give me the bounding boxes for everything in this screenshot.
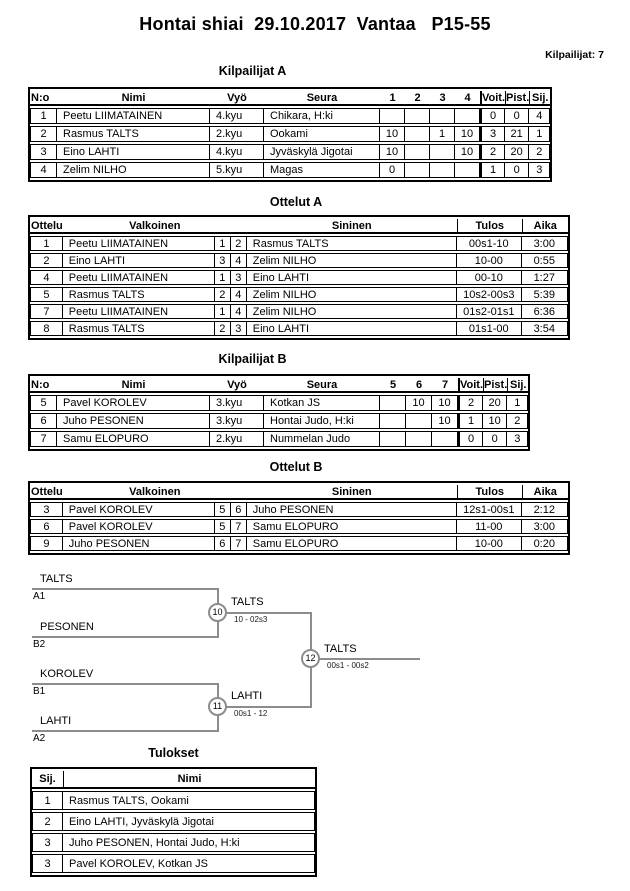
col-place: Sij. xyxy=(32,771,63,789)
bracket-entrant-name: LAHTI xyxy=(40,715,72,727)
competitor-belt: 3.kyu xyxy=(210,413,264,429)
points: 0 xyxy=(483,431,507,447)
col-points: Pist. xyxy=(505,91,529,106)
col-blue: Sininen xyxy=(247,485,457,500)
col-game-1: 1 xyxy=(380,91,405,106)
white-number: 5 xyxy=(215,502,231,517)
competitor-number: 2 xyxy=(30,126,57,142)
bracket-entrant-name: TALTS xyxy=(40,573,73,585)
competitor-belt: 3.kyu xyxy=(210,395,264,411)
col-wins: Voit. xyxy=(458,378,483,393)
competitor: Juho PESONEN, Hontai Judo, H:ki xyxy=(63,833,315,852)
game-score xyxy=(405,162,430,178)
col-time: Aika xyxy=(522,485,568,500)
match-number: 9 xyxy=(30,536,63,551)
game-score xyxy=(380,395,406,411)
header-row xyxy=(30,485,568,500)
game-score xyxy=(430,162,455,178)
col-wins: Voit. xyxy=(480,91,505,106)
place: 2 xyxy=(507,413,528,429)
col-match: Ottelu xyxy=(30,219,63,234)
competitor-name: Peetu LIIMATAINEN xyxy=(57,108,210,124)
page-title: Hontai shiai 29.10.2017 Vantaa P15-55 xyxy=(139,14,491,34)
table-row xyxy=(30,287,568,302)
competitor-number: 6 xyxy=(30,413,57,429)
place: 1 xyxy=(529,126,550,142)
section-heading-pool-a: Kilpailijat A xyxy=(218,64,287,78)
white-name: Peetu LIIMATAINEN xyxy=(63,236,215,251)
competitor-name: Pavel KOROLEV xyxy=(57,395,210,411)
table-row xyxy=(30,502,568,517)
bracket-score: 10 - 02s3 xyxy=(234,615,268,624)
game-score: 10 xyxy=(455,144,480,160)
competitor-club: Chikara, H:ki xyxy=(264,108,380,124)
pool-a-table xyxy=(28,87,552,182)
blue-number: 7 xyxy=(231,519,247,534)
game-score xyxy=(405,108,430,124)
points: 0 xyxy=(505,108,529,124)
table-row xyxy=(30,413,528,429)
bracket-winner-name: LAHTI xyxy=(231,690,263,702)
col-game-7: 7 xyxy=(432,378,458,393)
competitor: Pavel KOROLEV, Kotkan JS xyxy=(63,854,315,873)
time: 3:00 xyxy=(522,236,568,251)
blue-number: 7 xyxy=(231,536,247,551)
white-name: Peetu LIIMATAINEN xyxy=(63,270,215,285)
bracket-line xyxy=(32,636,219,638)
blue-number: 4 xyxy=(231,287,247,302)
blue-number: 3 xyxy=(231,270,247,285)
wins: 1 xyxy=(480,162,505,178)
header-row xyxy=(30,91,550,106)
col-club: Seura xyxy=(264,91,380,106)
col-result: Tulos xyxy=(457,485,522,500)
section-heading-results: Tulokset xyxy=(148,746,199,760)
competitor-club: Ookami xyxy=(264,126,380,142)
table-row xyxy=(30,519,568,534)
result: 10-00 xyxy=(457,253,522,268)
col-name: Nimi xyxy=(63,771,315,789)
section-heading-matches-b: Ottelut B xyxy=(269,460,323,474)
white-name: Pavel KOROLEV xyxy=(63,519,215,534)
table-row xyxy=(32,854,315,873)
competitor-belt: 5.kyu xyxy=(210,162,264,178)
table-row xyxy=(30,304,568,319)
blue-name: Zelim NILHO xyxy=(247,287,457,302)
game-score xyxy=(406,413,432,429)
result: 10-00 xyxy=(457,536,522,551)
bracket-line xyxy=(219,612,312,614)
table-row xyxy=(30,536,568,551)
result: 01s1-00 xyxy=(457,321,522,336)
col-no: N:o xyxy=(30,91,57,106)
bracket-line xyxy=(32,588,219,590)
competitor-number: 7 xyxy=(30,431,57,447)
match-number-badge: 11 xyxy=(208,697,227,716)
competitor-name: Rasmus TALTS xyxy=(57,126,210,142)
bracket-seed: A1 xyxy=(33,591,46,602)
blue-number: 4 xyxy=(231,304,247,319)
table-row xyxy=(30,431,528,447)
blue-name: Rasmus TALTS xyxy=(247,236,457,251)
time: 0:55 xyxy=(522,253,568,268)
table-row xyxy=(32,812,315,831)
white-number: 5 xyxy=(215,519,231,534)
time: 3:00 xyxy=(522,519,568,534)
white-number: 1 xyxy=(215,304,231,319)
game-score xyxy=(405,144,430,160)
result: 01s2-01s1 xyxy=(457,304,522,319)
competitor-belt: 2.kyu xyxy=(210,126,264,142)
bracket-seed: B2 xyxy=(33,639,46,650)
col-club: Seura xyxy=(264,378,380,393)
competitor-number: 4 xyxy=(30,162,57,178)
competitor-belt: 4.kyu xyxy=(210,108,264,124)
col-place: Sij. xyxy=(507,378,528,393)
game-score: 10 xyxy=(432,395,458,411)
game-score xyxy=(455,162,480,178)
results-table xyxy=(30,767,317,877)
col-white: Valkoinen xyxy=(63,485,247,500)
points: 20 xyxy=(505,144,529,160)
section-heading-pool-b: Kilpailijat B xyxy=(218,352,287,366)
game-score: 10 xyxy=(455,126,480,142)
game-score xyxy=(405,126,430,142)
time: 3:54 xyxy=(522,321,568,336)
col-game-4: 4 xyxy=(455,91,480,106)
competitor-club: Hontai Judo, H:ki xyxy=(264,413,380,429)
table-row xyxy=(30,253,568,268)
bracket-line xyxy=(32,683,219,685)
blue-number: 2 xyxy=(231,236,247,251)
competitor-name: Eino LAHTI xyxy=(57,144,210,160)
col-time: Aika xyxy=(522,219,568,234)
result: 10s2-00s3 xyxy=(457,287,522,302)
bracket-seed: A2 xyxy=(33,733,46,744)
game-score xyxy=(455,108,480,124)
col-game-3: 3 xyxy=(430,91,455,106)
competitor-name: Samu ELOPURO xyxy=(57,431,210,447)
wins: 3 xyxy=(480,126,505,142)
white-name: Rasmus TALTS xyxy=(63,287,215,302)
bracket-entrant-name: PESONEN xyxy=(40,621,94,633)
col-blue: Sininen xyxy=(247,219,457,234)
white-name: Juho PESONEN xyxy=(63,536,215,551)
competitor-club: Jyväskylä Jigotai xyxy=(264,144,380,160)
bracket-line xyxy=(311,658,420,660)
game-score xyxy=(432,431,458,447)
competitor-number: 5 xyxy=(30,395,57,411)
bracket-entrant-name: KOROLEV xyxy=(40,668,94,680)
header-row xyxy=(32,771,315,789)
competitor-number: 3 xyxy=(30,144,57,160)
blue-number: 6 xyxy=(231,502,247,517)
bracket-score: 00s1 - 12 xyxy=(234,709,268,718)
match-number: 2 xyxy=(30,253,63,268)
white-number: 2 xyxy=(215,287,231,302)
blue-name: Zelim NILHO xyxy=(247,253,457,268)
match-number: 7 xyxy=(30,304,63,319)
time: 2:12 xyxy=(522,502,568,517)
match-number-badge: 12 xyxy=(301,649,320,668)
place: 1 xyxy=(507,395,528,411)
white-number: 2 xyxy=(215,321,231,336)
blue-name: Zelim NILHO xyxy=(247,304,457,319)
header-row xyxy=(30,219,568,234)
white-number: 6 xyxy=(215,536,231,551)
match-number: 6 xyxy=(30,519,63,534)
white-number: 1 xyxy=(215,236,231,251)
col-game-5: 5 xyxy=(380,378,406,393)
blue-name: Eino LAHTI xyxy=(247,321,457,336)
competitor: Rasmus TALTS, Ookami xyxy=(63,791,315,810)
game-score: 1 xyxy=(430,126,455,142)
white-name: Peetu LIIMATAINEN xyxy=(63,304,215,319)
table-row xyxy=(30,162,550,178)
bracket-winner-name: TALTS xyxy=(231,596,264,608)
points: 21 xyxy=(505,126,529,142)
place: 2 xyxy=(32,812,63,831)
competitor-club: Kotkan JS xyxy=(264,395,380,411)
result: 00-10 xyxy=(457,270,522,285)
time: 0:20 xyxy=(522,536,568,551)
game-score: 10 xyxy=(380,126,405,142)
white-name: Eino LAHTI xyxy=(63,253,215,268)
game-score: 10 xyxy=(406,395,432,411)
result: 11-00 xyxy=(457,519,522,534)
competitor-club: Nummelan Judo xyxy=(264,431,380,447)
match-number: 1 xyxy=(30,236,63,251)
col-name: Nimi xyxy=(57,91,210,106)
wins: 0 xyxy=(480,108,505,124)
header-row xyxy=(30,378,528,393)
match-number: 4 xyxy=(30,270,63,285)
section-heading-matches-a: Ottelut A xyxy=(269,195,323,209)
result: 12s1-00s1 xyxy=(457,502,522,517)
blue-number: 3 xyxy=(231,321,247,336)
competitor-name: Juho PESONEN xyxy=(57,413,210,429)
blue-number: 4 xyxy=(231,253,247,268)
col-result: Tulos xyxy=(457,219,522,234)
competitor-belt: 4.kyu xyxy=(210,144,264,160)
points: 10 xyxy=(483,413,507,429)
place: 4 xyxy=(529,108,550,124)
white-number: 1 xyxy=(215,270,231,285)
col-place: Sij. xyxy=(529,91,550,106)
match-number: 8 xyxy=(30,321,63,336)
bracket-winner-name: TALTS xyxy=(324,643,357,655)
wins: 1 xyxy=(458,413,483,429)
table-row xyxy=(30,126,550,142)
white-name: Rasmus TALTS xyxy=(63,321,215,336)
wins: 2 xyxy=(458,395,483,411)
place: 3 xyxy=(32,833,63,852)
game-score: 10 xyxy=(380,144,405,160)
competitor-number: 1 xyxy=(30,108,57,124)
game-score xyxy=(380,108,405,124)
game-score xyxy=(430,108,455,124)
table-row xyxy=(30,321,568,336)
blue-name: Juho PESONEN xyxy=(247,502,457,517)
col-belt: Vyö xyxy=(210,91,264,106)
competitor-belt: 2.kyu xyxy=(210,431,264,447)
table-row xyxy=(30,108,550,124)
game-score xyxy=(380,413,406,429)
place: 3 xyxy=(529,162,550,178)
game-score xyxy=(380,431,406,447)
blue-name: Eino LAHTI xyxy=(247,270,457,285)
points: 20 xyxy=(483,395,507,411)
match-number: 5 xyxy=(30,287,63,302)
competitors-count: Kilpailijat: 7 xyxy=(545,49,604,61)
game-score: 10 xyxy=(432,413,458,429)
white-number: 3 xyxy=(215,253,231,268)
col-no: N:o xyxy=(30,378,57,393)
competitor-name: Zelim NILHO xyxy=(57,162,210,178)
table-row xyxy=(30,270,568,285)
white-name: Pavel KOROLEV xyxy=(63,502,215,517)
match-number: 3 xyxy=(30,502,63,517)
bracket-line xyxy=(32,730,219,732)
table-row xyxy=(32,833,315,852)
bracket-score: 00s1 - 00s2 xyxy=(327,661,369,670)
col-name: Nimi xyxy=(57,378,210,393)
game-score xyxy=(430,144,455,160)
col-belt: Vyö xyxy=(210,378,264,393)
table-row xyxy=(30,236,568,251)
matches-a-table xyxy=(28,215,570,340)
blue-name: Samu ELOPURO xyxy=(247,519,457,534)
col-match: Ottelu xyxy=(30,485,63,500)
table-row xyxy=(30,144,550,160)
points: 0 xyxy=(505,162,529,178)
competitor-club: Magas xyxy=(264,162,380,178)
bracket-line xyxy=(219,706,312,708)
col-game-2: 2 xyxy=(405,91,430,106)
table-row xyxy=(32,791,315,810)
place: 1 xyxy=(32,791,63,810)
wins: 0 xyxy=(458,431,483,447)
table-row xyxy=(30,395,528,411)
pool-b-table xyxy=(28,374,530,451)
competitor: Eino LAHTI, Jyväskylä Jigotai xyxy=(63,812,315,831)
match-number-badge: 10 xyxy=(208,603,227,622)
game-score: 0 xyxy=(380,162,405,178)
time: 6:36 xyxy=(522,304,568,319)
matches-b-table xyxy=(28,481,570,555)
blue-name: Samu ELOPURO xyxy=(247,536,457,551)
place: 2 xyxy=(529,144,550,160)
time: 5:39 xyxy=(522,287,568,302)
wins: 2 xyxy=(480,144,505,160)
time: 1:27 xyxy=(522,270,568,285)
col-points: Pist. xyxy=(483,378,507,393)
col-game-6: 6 xyxy=(406,378,432,393)
game-score xyxy=(406,431,432,447)
bracket-seed: B1 xyxy=(33,686,46,697)
result: 00s1-10 xyxy=(457,236,522,251)
place: 3 xyxy=(32,854,63,873)
col-white: Valkoinen xyxy=(63,219,247,234)
place: 3 xyxy=(507,431,528,447)
